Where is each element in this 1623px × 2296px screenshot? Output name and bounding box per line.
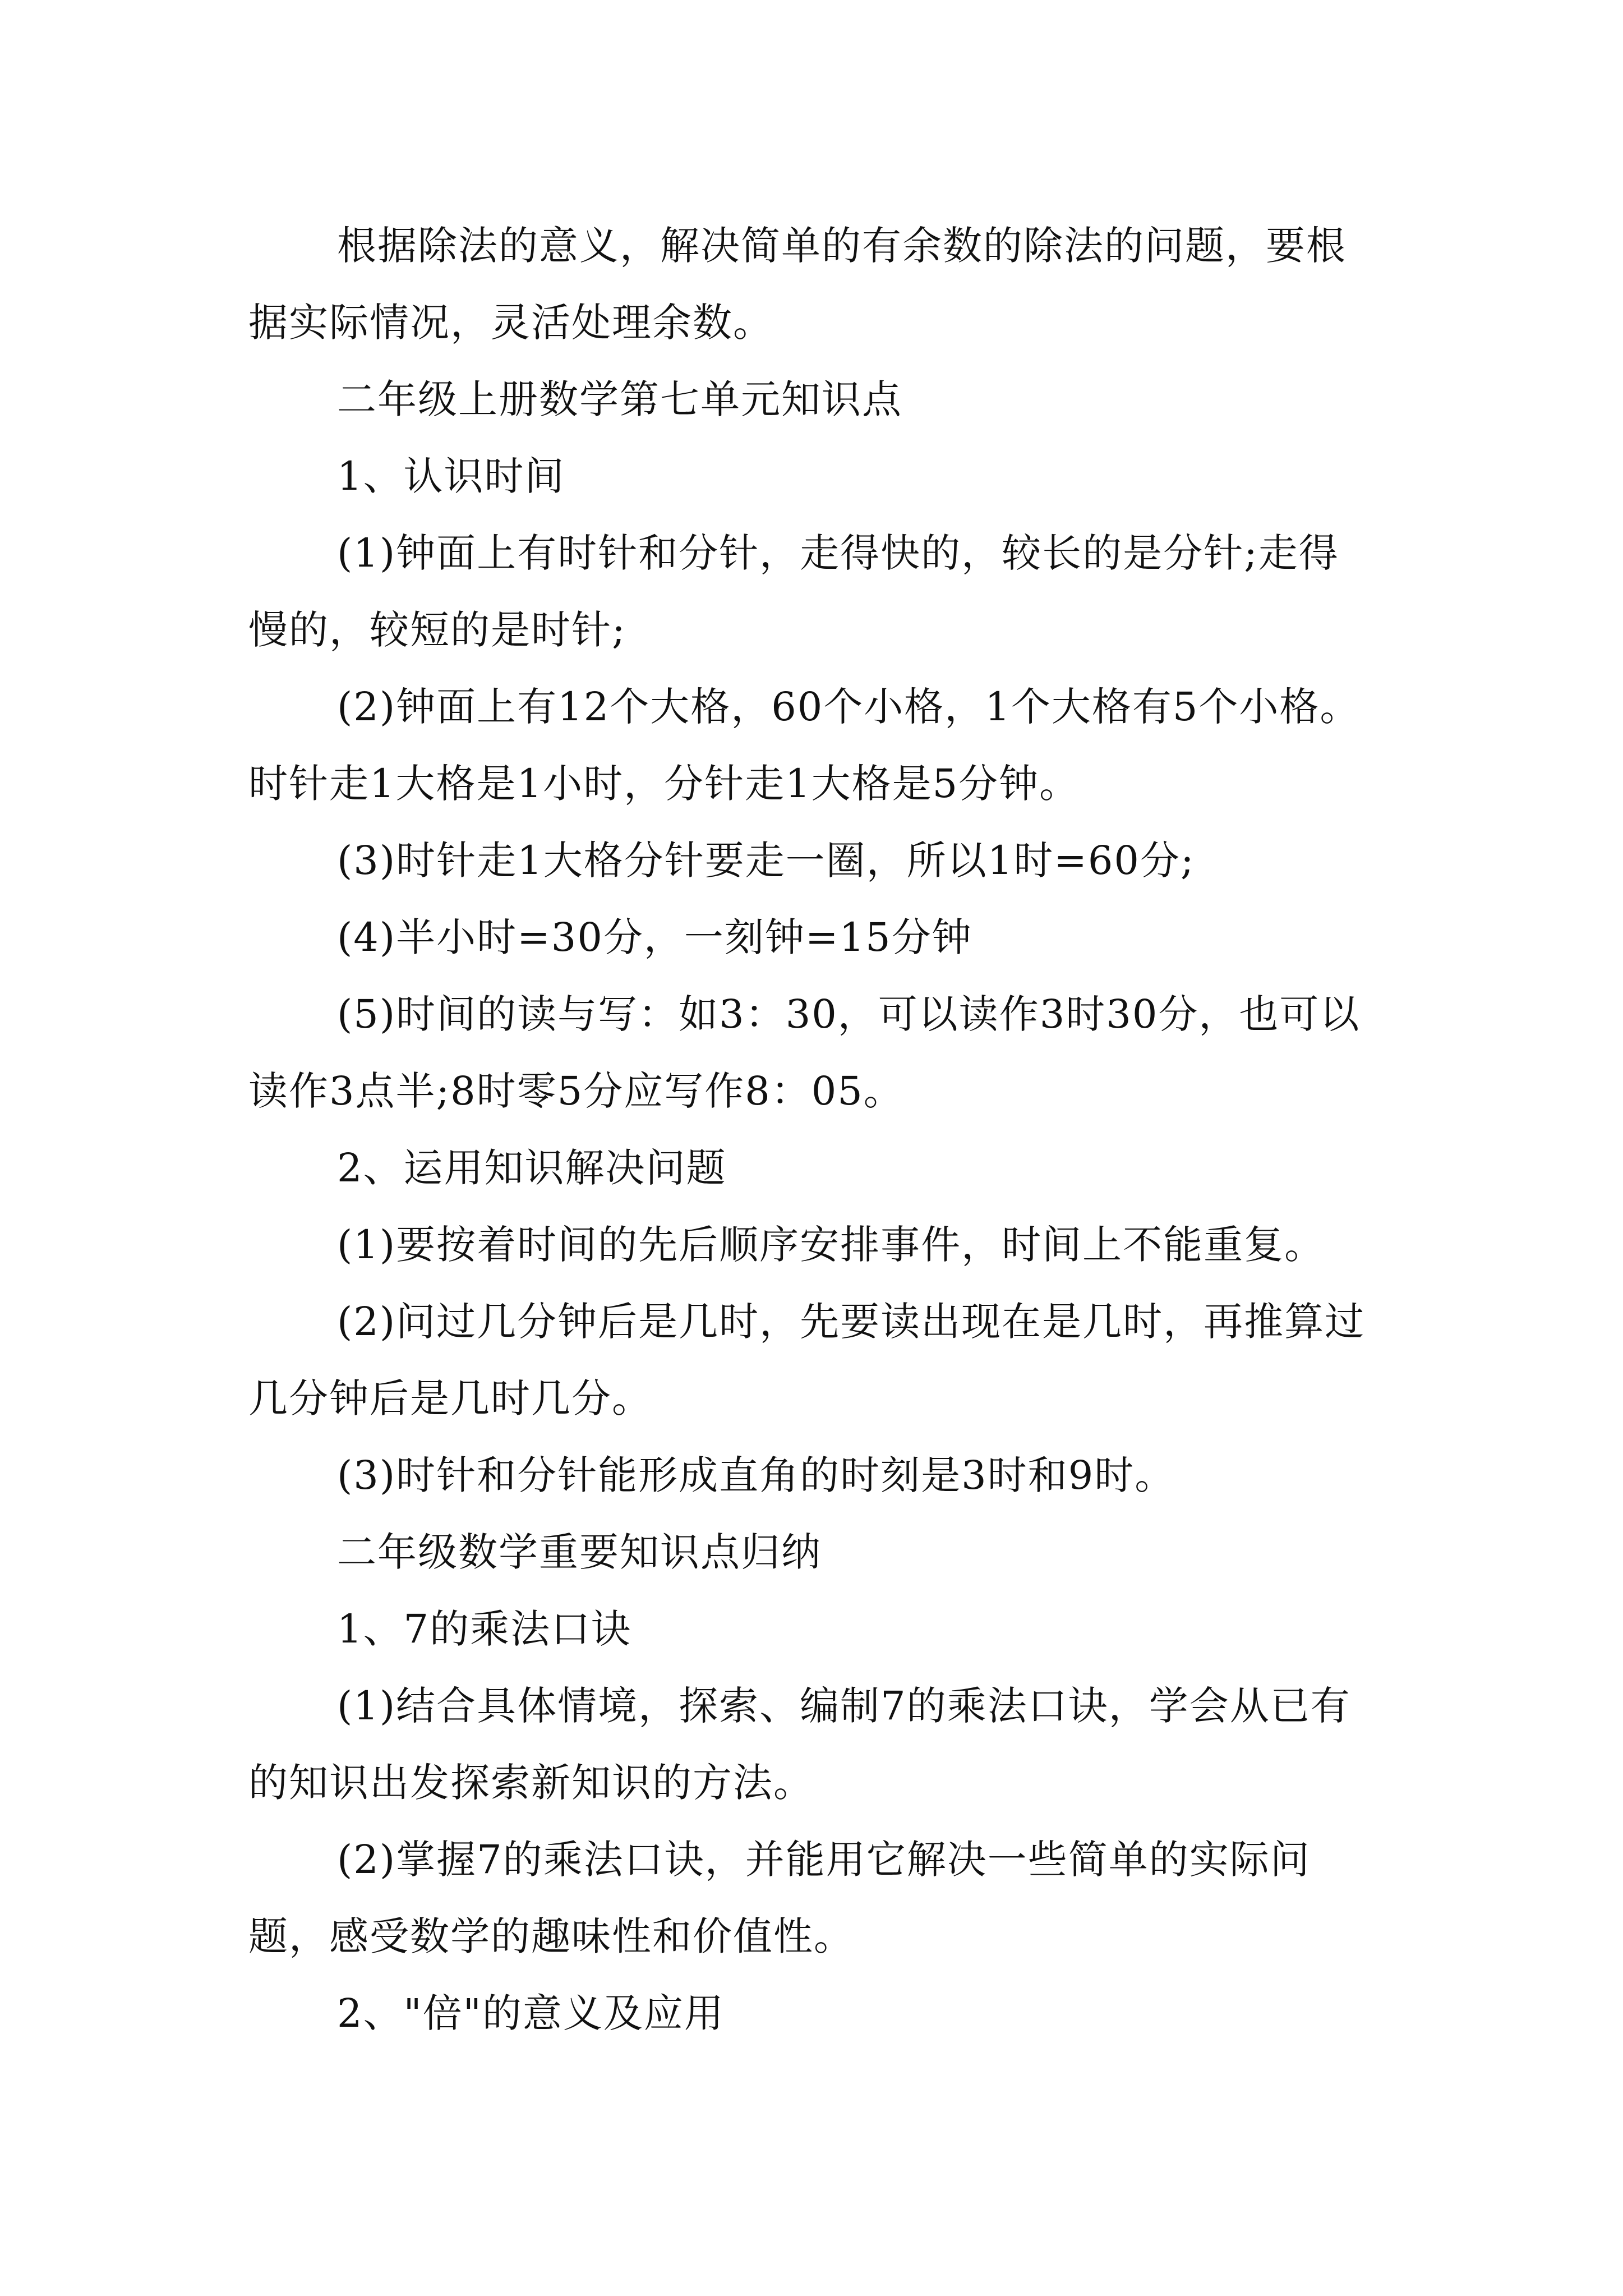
paragraph-reading-writing-time: (5)时间的读与写：如3：30，可以读作3时30分，也可以读作3点半;8时零5分应写作8：05。 bbox=[248, 991, 1361, 1114]
subheading-telling-time: 1、认识时间 bbox=[337, 453, 565, 499]
document-body bbox=[248, 208, 1376, 2052]
subheading-times-meaning: 2、"倍"的意义及应用 bbox=[337, 1990, 725, 2036]
paragraph-explore-times-table: (1)结合具体情境，探索、编制7的乘法口诀，学会从已有的知识出发探索新知识的方法。 bbox=[248, 1683, 1351, 1806]
paragraph-half-hour-quarter: (4)半小时=30分，一刻钟=15分钟 bbox=[337, 914, 972, 960]
section-heading-unit-seven: 二年级上册数学第七单元知识点 bbox=[337, 376, 902, 422]
paragraph-master-times-table: (2)掌握7的乘法口诀，并能用它解决一些简单的实际问题，感受数学的趣味性和价值性。 bbox=[248, 1837, 1311, 1959]
subheading-problem-solving: 2、运用知识解决问题 bbox=[337, 1145, 727, 1191]
paragraph-hour-minute-relation: (3)时针走1大格分针要走一圈，所以1时=60分; bbox=[337, 838, 1195, 884]
paragraph-clock-hands: (1)钟面上有时针和分针，走得快的，较长的是分针;走得慢的，较短的是时针; bbox=[248, 530, 1339, 653]
paragraph-event-order: (1)要按着时间的先后顺序安排事件，时间上不能重复。 bbox=[337, 1222, 1325, 1268]
paragraph-clock-divisions: (2)钟面上有12个大格，60个小格，1个大格有5个小格。时针走1大格是1小时，分针走1大格是5分钟。 bbox=[248, 684, 1361, 807]
paragraph-elapsed-time: (2)问过几分钟后是几时，先要读出现在是几时，再推算过几分钟后是几时几分。 bbox=[248, 1299, 1366, 1421]
section-heading-key-points: 二年级数学重要知识点归纳 bbox=[337, 1529, 822, 1575]
paragraph-right-angle-times: (3)时针和分针能形成直角的时刻是3时和9时。 bbox=[337, 1452, 1175, 1498]
paragraph-remainder-division: 根据除法的意义，解决简单的有余数的除法的问题，要根据实际情况，灵活处理余数。 bbox=[248, 223, 1347, 346]
subheading-seven-times-table: 1、7的乘法口诀 bbox=[337, 1606, 632, 1652]
